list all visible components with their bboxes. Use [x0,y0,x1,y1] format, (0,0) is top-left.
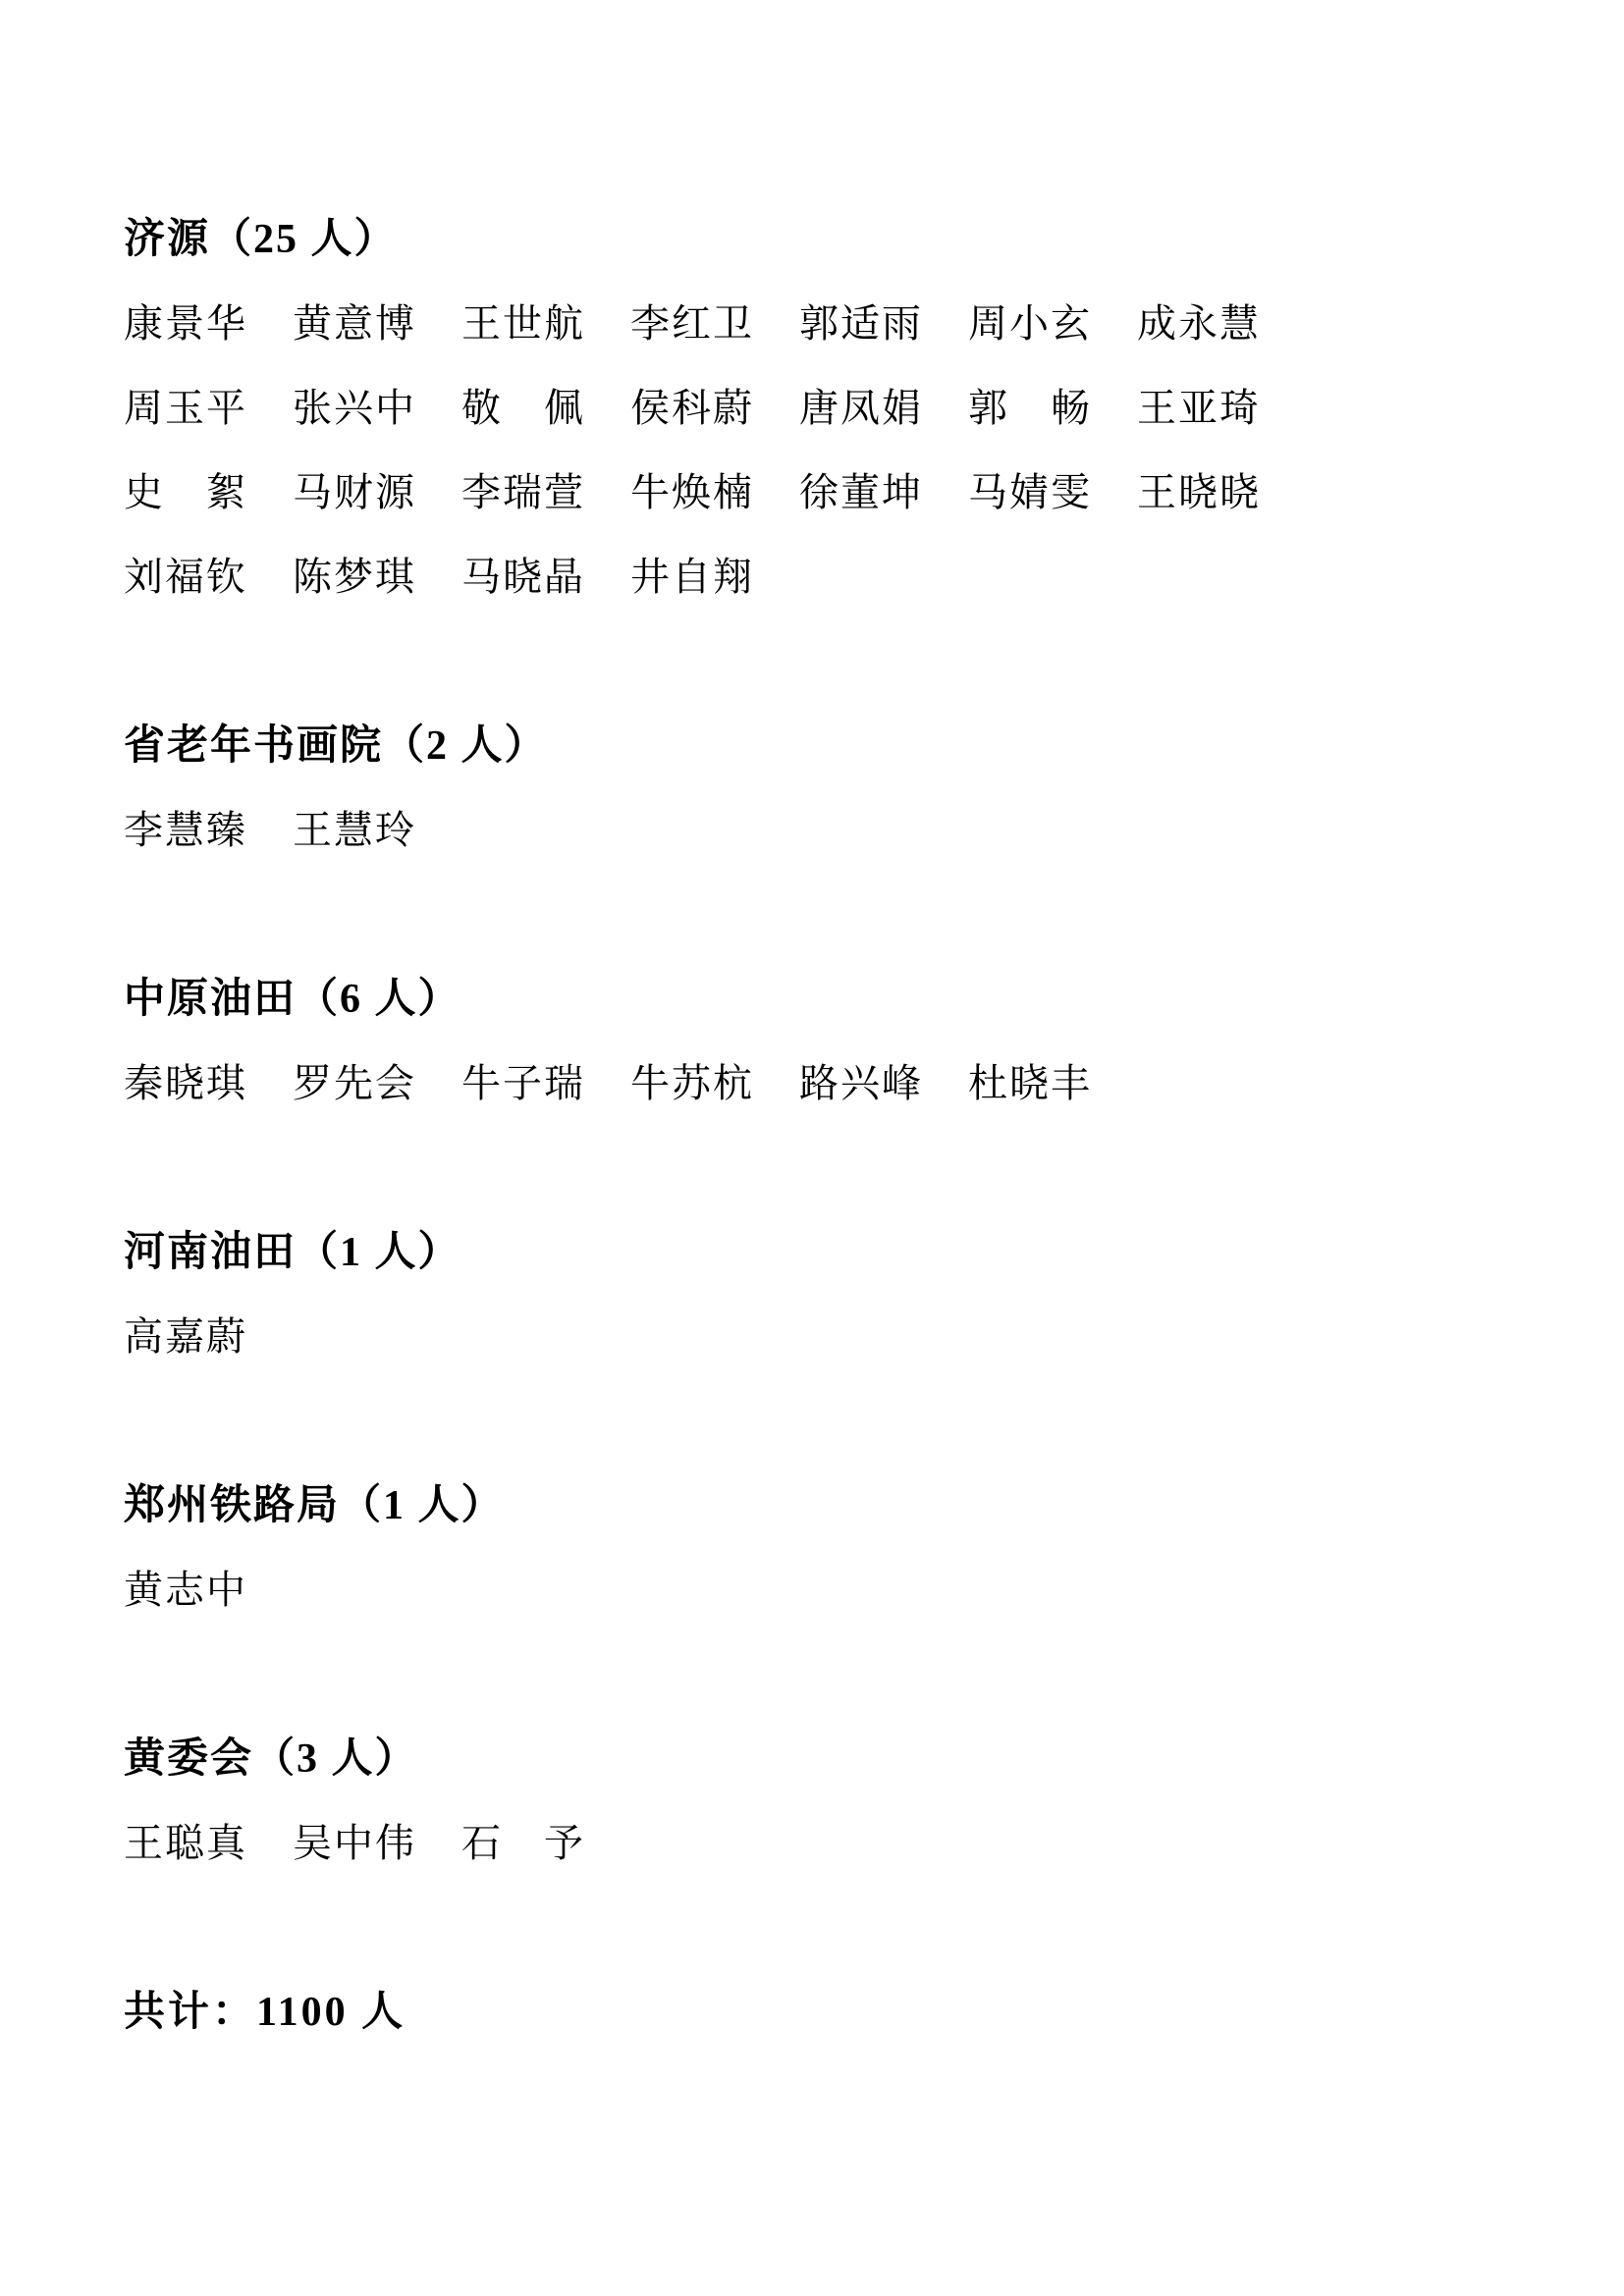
person-name: 马财源 [293,469,416,514]
section-heading-line [124,1713,1536,1797]
roster-section [124,1460,1536,1629]
person-name: 秦晓琪 [124,1060,247,1105]
section-name-rows [124,1544,1536,1629]
person-name: 李慧臻 [124,807,247,852]
person-name: 敬 佩 [461,385,585,430]
person-name: 罗先会 [293,1060,416,1105]
section-name-rows [124,1797,1536,1882]
person-name: 牛焕楠 [630,469,754,514]
section-heading-line [124,1460,1536,1544]
person-name: 王亚琦 [1137,385,1261,430]
person-name: 王聪真 [124,1820,247,1865]
person-name: 周小玄 [968,300,1092,346]
person-name: 石 予 [461,1820,585,1865]
section-heading-line [124,953,1536,1038]
person-name: 郭适雨 [799,300,923,346]
total-count-label: 共计：1100 人 [124,1990,406,2035]
total-line [124,1966,1536,2051]
person-name: 杜晓丰 [968,1060,1092,1105]
person-name: 高嘉蔚 [124,1313,247,1359]
person-name: 周玉平 [124,385,247,430]
person-name: 张兴中 [293,385,416,430]
person-name: 唐凤娟 [799,385,923,430]
names-row [124,447,1536,531]
section-title: 郑州铁路局（1 人） [124,1483,505,1528]
section-title: 河南油田（1 人） [124,1230,461,1275]
section-name-rows [124,278,1536,615]
person-name: 李瑞萱 [461,469,585,514]
section-name-rows [124,1291,1536,1375]
person-name: 黄意博 [293,300,416,346]
roster-section [124,1206,1536,1375]
names-row [124,1038,1536,1122]
section-name-rows [124,784,1536,869]
person-name: 李红卫 [630,300,754,346]
roster-section [124,1713,1536,1882]
names-row [124,784,1536,869]
section-heading-line [124,193,1536,278]
names-row [124,1291,1536,1375]
person-name: 马晓晶 [461,554,585,599]
person-name: 井自翔 [630,554,754,599]
names-row [124,531,1536,615]
person-name: 吴中伟 [293,1820,416,1865]
person-name: 刘福钦 [124,554,247,599]
roster-section [124,953,1536,1122]
person-name: 王晓晓 [1137,469,1261,514]
person-name: 陈梦琪 [293,554,416,599]
section-title: 中原油田（6 人） [124,977,461,1022]
roster-section [124,193,1536,615]
person-name: 黄志中 [124,1567,247,1612]
person-name: 王慧玲 [293,807,416,852]
names-row [124,1544,1536,1629]
names-row [124,278,1536,362]
person-name: 王世航 [461,300,585,346]
person-name: 成永慧 [1137,300,1261,346]
person-name: 史 絮 [124,469,247,514]
person-name: 康景华 [124,300,247,346]
person-name: 牛子瑞 [461,1060,585,1105]
roster-sections [124,193,1536,1882]
person-name: 马婧雯 [968,469,1092,514]
person-name: 徐董坤 [799,469,923,514]
section-title: 省老年书画院（2 人） [124,723,548,769]
names-row [124,362,1536,447]
section-title: 济源（25 人） [124,217,398,262]
section-heading-line [124,1206,1536,1291]
names-row [124,1797,1536,1882]
section-title: 黄委会（3 人） [124,1736,418,1782]
section-heading-line [124,700,1536,784]
person-name: 路兴峰 [799,1060,923,1105]
person-name: 侯科蔚 [630,385,754,430]
section-name-rows [124,1038,1536,1122]
roster-section [124,700,1536,869]
person-name: 郭 畅 [968,385,1092,430]
person-name: 牛苏杭 [630,1060,754,1105]
